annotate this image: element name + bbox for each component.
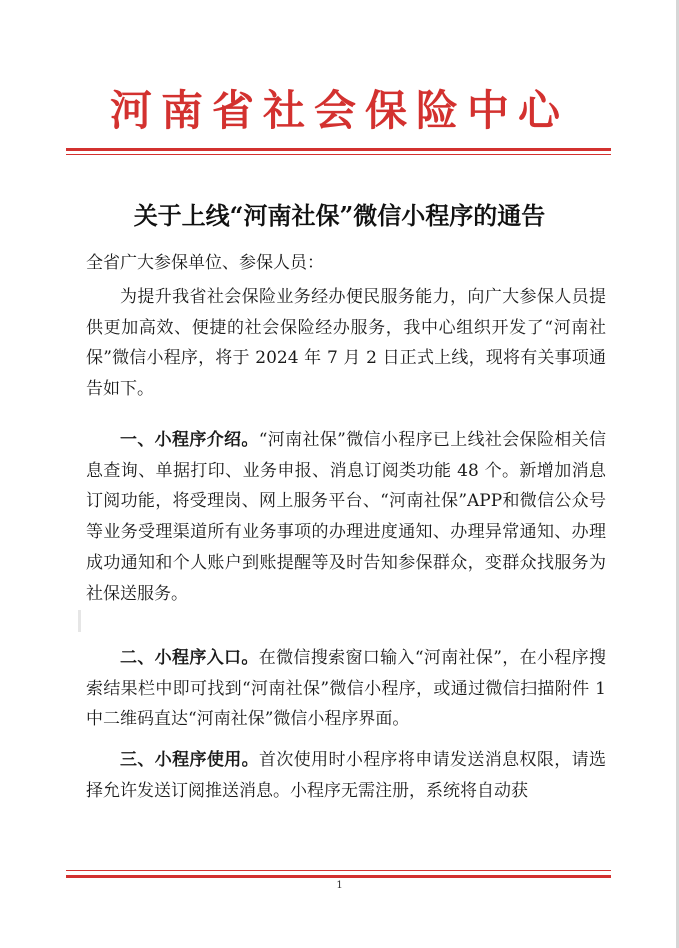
scan-artifact [78, 610, 81, 632]
footer-red-rule-thick [66, 875, 611, 878]
footer-red-rule-thin [66, 870, 611, 871]
paragraph-intro [86, 282, 606, 405]
paragraph-program-introduction [86, 425, 606, 609]
paragraph-heading: 二、小程序入口。 [120, 648, 259, 668]
paragraph-heading: 一、小程序介绍。 [120, 430, 259, 450]
notice-title: 关于上线“河南社保”微信小程序的通告 [133, 201, 546, 230]
paragraph-heading: 三、小程序使用。 [120, 750, 259, 770]
header-red-rule-thick [66, 148, 611, 151]
header-red-rule-thin [66, 154, 611, 155]
page-number: 1 [336, 880, 343, 891]
paragraph-text: 为提升我省社会保险业务经办便民服务能力，向广大参保人员提供更加高效、便捷的社会保险经办服务，我中心组织开发了“河南社保”微信小程序，将于 2024 年 7 月 2 日正式上线，现将有关事项通告如下。 [86, 287, 606, 400]
organization-header: 河南省社会保险中心 [109, 86, 569, 135]
paragraph-program-usage [86, 745, 606, 806]
paragraph-text: 在微信搜索窗口输入“河南社保”，在小程序搜索结果栏中即可找到“河南社保”微信小程序，或通过微信扫描附件 1 中二维码直达“河南社保”微信小程序界面。 [86, 648, 606, 730]
paragraph-text: 首次使用时小程序将申请发送消息权限，请选择允许发送订阅推送消息。小程序无需注册，系统将自动获 [86, 750, 607, 801]
salutation: 全省广大参保单位、参保人员： [86, 253, 324, 273]
paragraph-program-entry [86, 643, 606, 735]
paragraph-text: “河南社保”微信小程序已上线社会保险相关信息查询、单据打印、业务申报、消息订阅类功能 48 个。新增加消息订阅功能，将受理岗、网上服务平台、“河南社保”APP和微信公众号等业务受理渠道所有业务事项的办理进度通知、办理异常通知、办理成功通知和个人账户到账提醒等及时告知参保群众，变群众找服务为社保送服务。 [86, 430, 606, 604]
